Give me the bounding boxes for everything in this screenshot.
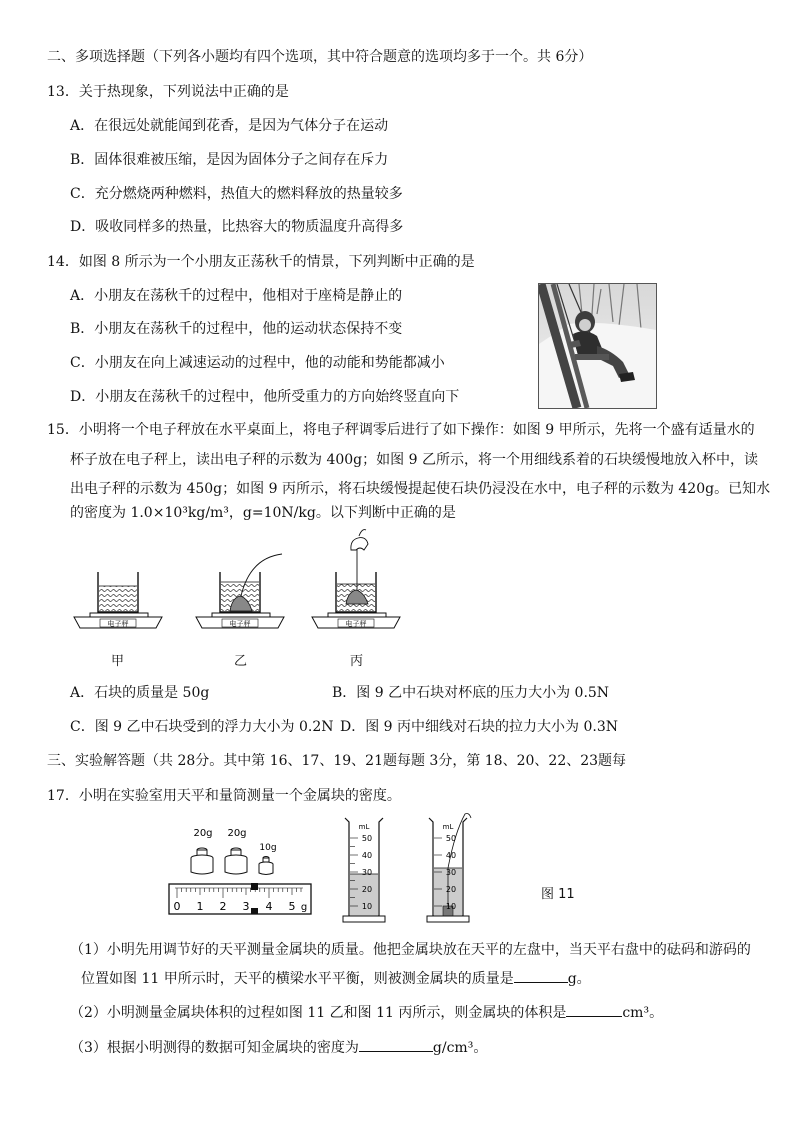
- scale-label-bing: 电子秤: [345, 620, 367, 628]
- figure-11: [165, 812, 495, 927]
- scale-label-jia: 电子秤: [107, 620, 129, 628]
- cyl-bing-unit: mL: [442, 823, 454, 831]
- q17-part2-unit: cm³。: [622, 1005, 664, 1021]
- q13-option-c: C．充分燃烧两种燃料，热值大的燃料释放的热量较多: [70, 186, 403, 202]
- question-14-stem: 14．如图 8 所示为一个小朋友正荡秋千的情景，下列判断中正确的是: [47, 254, 475, 270]
- fig9-label-bing: 丙: [350, 654, 364, 669]
- cyl-bing-tick-20: 20: [445, 885, 457, 894]
- cyl-yi-tick-20: 20: [361, 885, 373, 894]
- cyl-bing-tick-30: 30: [445, 868, 457, 877]
- question-15-line3: 出电子秤的示数为 450g；如图 9 丙所示，将石块缓慢提起使石块仍浸没在水中，电子秤的示数为 420g。已知水: [70, 481, 771, 497]
- scale-bing: [312, 530, 400, 628]
- q15-option-c: C．图 9 乙中石块受到的浮力大小为 0.2N: [70, 719, 334, 735]
- q17-part1-text: 位置如图 11 甲所示时，天平的横梁水平平衡，则被测金属块的质量是: [81, 971, 514, 987]
- q17-part2-text: （2）小明测量金属块体积的过程如图 11 乙和图 11 丙所示，则金属块的体积是: [70, 1005, 567, 1021]
- ruler-tick-2: 2: [219, 900, 227, 913]
- fig9-label-jia: 甲: [111, 654, 125, 669]
- question-15-line4: 的密度为 1.0×10³kg/m³，g=10N/kg。以下判断中正确的是: [70, 505, 456, 521]
- balance-ruler: [169, 883, 311, 914]
- scale-label-yi: 电子秤: [229, 620, 251, 628]
- cyl-bing-tick-10: 10: [445, 902, 457, 911]
- q17-part3-text: （3）根据小明测得的数据可知金属块的密度为: [70, 1040, 359, 1056]
- answer-blank-density[interactable]: [359, 1037, 433, 1052]
- figure-11-caption: 图 11: [541, 887, 575, 902]
- q17-part1-line2: [81, 968, 591, 988]
- ruler-tick-3: 3: [242, 900, 250, 913]
- fig9-label-yi: 乙: [234, 654, 248, 669]
- q17-part3-unit: g/cm³。: [432, 1040, 488, 1056]
- section-heading: 二、多项选择题（下列各小题均有四个选项，其中符合题意的选项均多于一个。共 6分）: [47, 49, 593, 65]
- section-heading: 三、实验解答题（共 28分。其中第 16、17、19、21题每题 3分，第 18、20、22、23题每: [47, 753, 627, 769]
- q15-option-d: D．图 9 丙中细线对石块的拉力大小为 0.3N: [340, 719, 618, 735]
- scale-jia: [74, 572, 162, 628]
- q14-option-a: A．小朋友在荡秋千的过程中，他相对于座椅是静止的: [70, 288, 403, 304]
- q14-option-d: D．小朋友在荡秋千的过程中，他所受重力的方向始终竖直向下: [70, 389, 460, 405]
- question-15-line2: 杯子放在电子秤上，读出电子秤的示数为 400g；如图 9 乙所示，将一个用细线系着的石块缓慢地放入杯中，读: [70, 452, 758, 468]
- cyl-yi-tick-10: 10: [361, 902, 373, 911]
- q15-option-b: B．图 9 乙中石块对杯底的压力大小为 0.5N: [332, 685, 610, 701]
- q15-option-a: A．石块的质量是 50g: [70, 685, 210, 701]
- cyl-bing-tick-40: 40: [445, 851, 457, 860]
- weight-label-3: 10g: [259, 843, 277, 853]
- weight-label-1: 20g: [193, 828, 213, 839]
- q13-option-a: A．在很远处就能闻到花香，是因为气体分子在运动: [70, 118, 389, 134]
- answer-blank-mass[interactable]: [514, 968, 568, 983]
- weight-label-2: 20g: [227, 828, 247, 839]
- question-13-stem: 13．关于热现象，下列说法中正确的是: [47, 84, 289, 100]
- q14-option-c: C．小朋友在向上减速运动的过程中，他的动能和势能都减小: [70, 355, 445, 371]
- q17-part2: [70, 1002, 663, 1022]
- answer-blank-volume[interactable]: [566, 1002, 622, 1017]
- cyl-yi-unit: mL: [358, 823, 370, 831]
- question-17-stem: 17．小明在实验室用天平和量筒测量一个金属块的密度。: [47, 788, 401, 804]
- scale-yi: [196, 554, 284, 628]
- weights: [191, 828, 277, 875]
- q13-option-d: D．吸收同样多的热量，比热容大的物质温度升高得多: [70, 219, 404, 235]
- swing-photo: [538, 283, 657, 409]
- cyl-yi-tick-50: 50: [361, 834, 373, 843]
- ruler-unit: g: [300, 902, 308, 913]
- ruler-tick-1: 1: [196, 900, 204, 913]
- graduated-cylinder-bing: [427, 814, 471, 923]
- cyl-yi-tick-30: 30: [361, 868, 373, 877]
- graduated-cylinder-yi: [343, 818, 385, 922]
- q17-part1-line1: （1）小明先用调节好的天平测量金属块的质量。他把金属块放在天平的左盘中，当天平右盘中的砝码和游码的: [70, 942, 751, 958]
- figure-9-scales: [70, 528, 420, 638]
- ruler-tick-0: 0: [173, 900, 181, 913]
- q17-part3: [70, 1037, 487, 1057]
- cyl-bing-tick-50: 50: [445, 834, 457, 843]
- question-15-line1: 15．小明将一个电子秤放在水平桌面上，将电子秤调零后进行了如下操作：如图 9 甲所示，先将一个盛有适量水的: [47, 422, 755, 438]
- cyl-yi-tick-40: 40: [361, 851, 373, 860]
- ruler-tick-4: 4: [265, 900, 273, 913]
- q17-part1-unit: g。: [567, 971, 591, 987]
- q13-option-b: B．固体很难被压缩，是因为固体分子之间存在斥力: [70, 152, 389, 168]
- ruler-tick-5: 5: [288, 900, 296, 913]
- q14-option-b: B．小朋友在荡秋千的过程中，他的运动状态保持不变: [70, 321, 403, 337]
